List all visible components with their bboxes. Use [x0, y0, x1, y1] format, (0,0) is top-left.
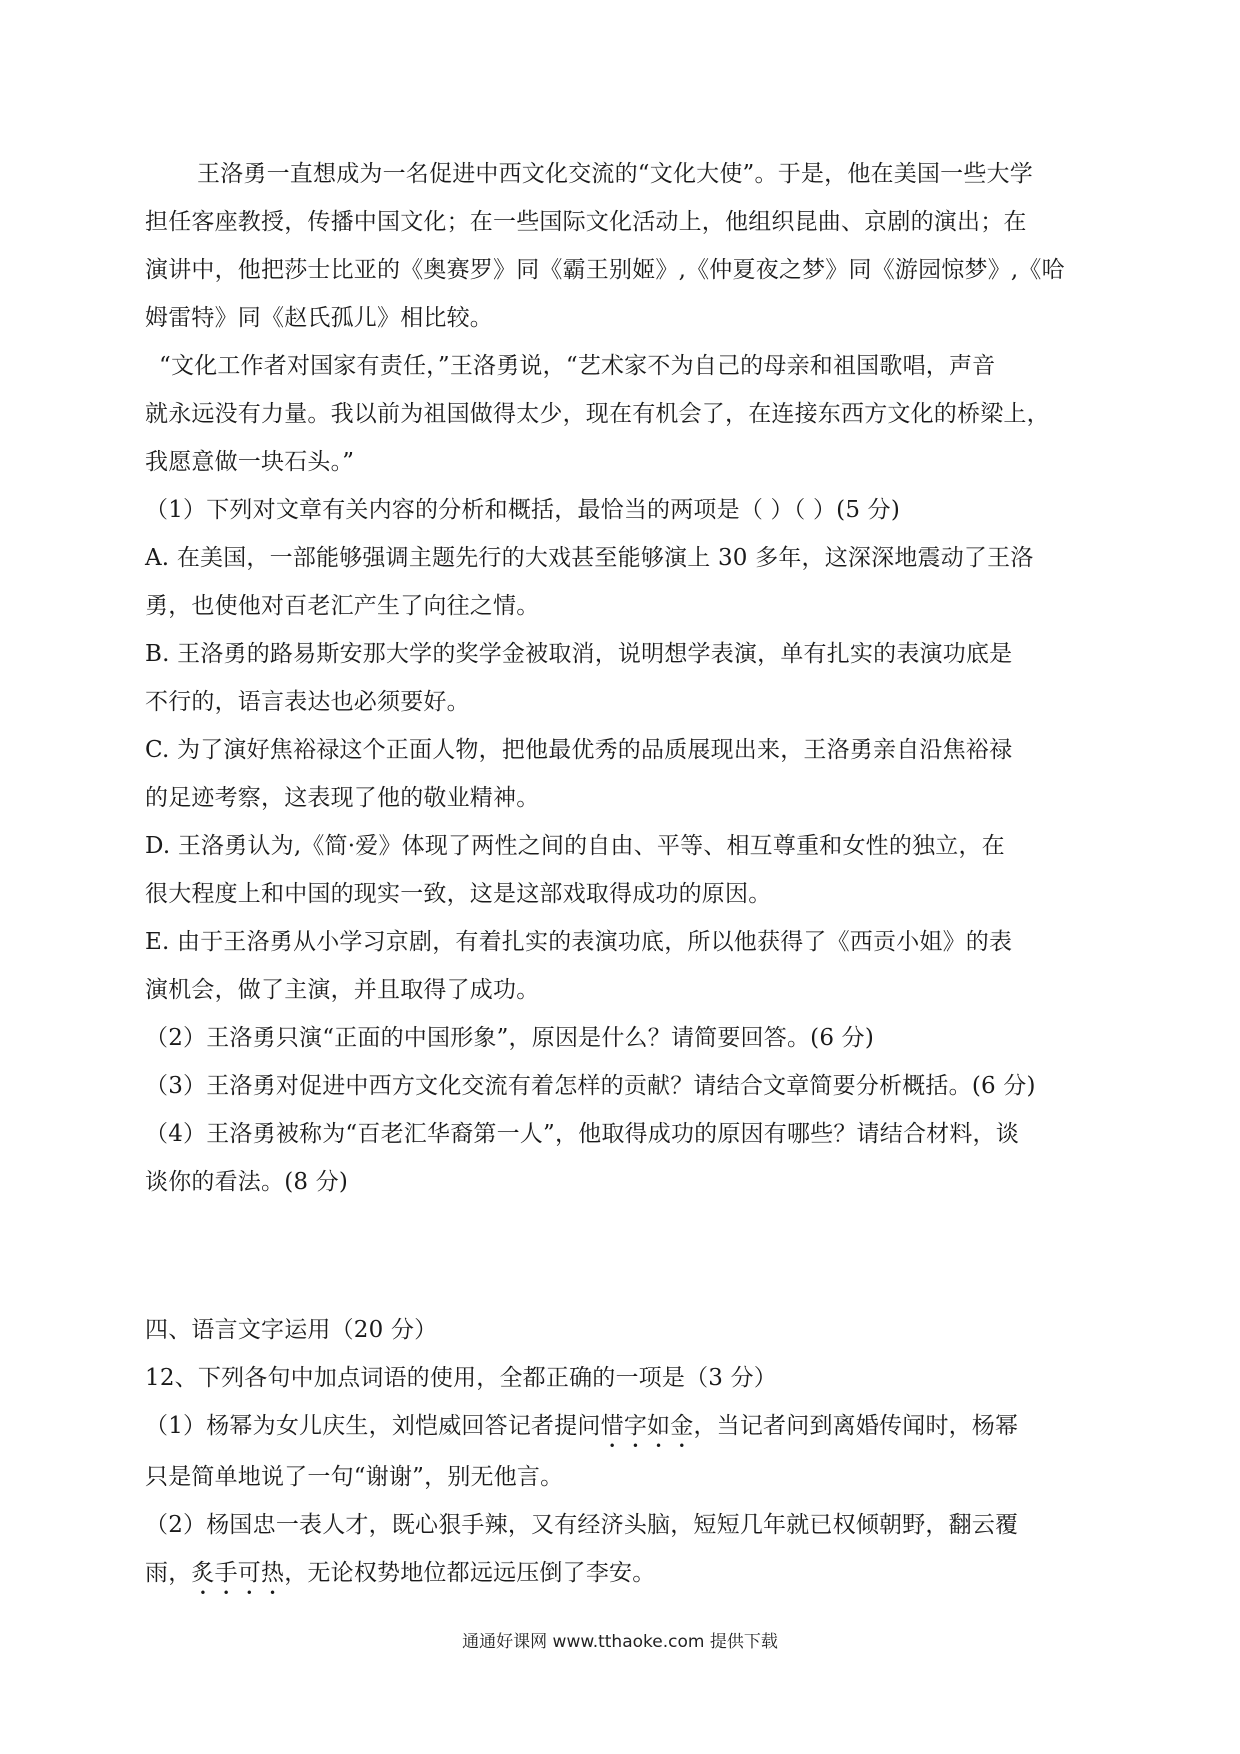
question-12 [145, 1354, 1095, 1600]
text-line: 姆雷特》同《赵氏孤儿》相比较。 [145, 305, 493, 331]
question-1 [145, 486, 1095, 1014]
text-line: A. 在美国，一部能够强调主题先行的大戏甚至能够演上 30 多年，这深深地震动了王洛 [145, 545, 1034, 571]
footer-text: 通通好课网 www.tthaoke.com 提供下载 [462, 1632, 778, 1652]
question-stem: （1）下列对文章有关内容的分析和概括，最恰当的两项是（ ）（ ）(5 分) [145, 497, 901, 523]
sentence-1 [145, 1402, 1095, 1501]
option-a [145, 534, 1095, 630]
text-line [145, 1549, 1095, 1600]
passage-paragraph-1 [145, 150, 1095, 342]
text-line: （4）王洛勇被称为“百老汇华裔第一人”，他取得成功的原因有哪些？请结合材料，谈 [145, 1121, 1019, 1147]
spacer [145, 1206, 1095, 1306]
text-line: B. 王洛勇的路易斯安那大学的奖学金被取消，说明想学表演，单有扎实的表演功底是 [145, 641, 1013, 667]
exam-page [145, 150, 1095, 1600]
text-line: 演机会，做了主演，并且取得了成功。 [145, 977, 540, 1003]
text-line [145, 1402, 1095, 1453]
text-segment: （1）杨幂为女儿庆生，刘恺威回答记者提问 [145, 1413, 601, 1439]
text-line: 王洛勇一直想成为一名促进中西文化交流的“文化大使”。于是，他在美国一些大学 [197, 161, 1033, 187]
question-stem: 12、下列各句中加点词语的使用，全都正确的一项是（3 分） [145, 1365, 778, 1391]
text-line: “文化工作者对国家有责任，”王洛勇说，“艺术家不为自己的母亲和祖国歌唱，声音 [159, 353, 996, 379]
text-line: 演讲中，他把莎士比亚的《奥赛罗》同《霸王别姬》,《仲夏夜之梦》同《游园惊梦》,《哈 [145, 257, 1065, 283]
text-line: 只是简单地说了一句“谢谢”，别无他言。 [145, 1464, 564, 1490]
section-heading: 四、语言文字运用（20 分） [145, 1317, 438, 1343]
text-segment: ，当记者问到离婚传闻时，杨幂 [693, 1413, 1019, 1439]
sentence-2 [145, 1501, 1095, 1600]
option-d [145, 822, 1095, 918]
option-b [145, 630, 1095, 726]
dotted-phrase: 惜字如金 [600, 1413, 694, 1439]
text-line: 不行的，语言表达也必须要好。 [145, 689, 470, 715]
question-4 [145, 1110, 1095, 1206]
option-c [145, 726, 1095, 822]
text-line: 勇，也使他对百老汇产生了向往之情。 [145, 593, 540, 619]
text-line: C. 为了演好焦裕禄这个正面人物，把他最优秀的品质展现出来，王洛勇亲自沿焦裕禄 [145, 737, 1013, 763]
dotted-phrase: 炙手可热 [191, 1560, 285, 1586]
text-line: 很大程度上和中国的现实一致，这是这部戏取得成功的原因。 [145, 881, 772, 907]
text-line: 就永远没有力量。我以前为祖国做得太少，现在有机会了，在连接东西方文化的桥梁上， [145, 401, 1050, 427]
text-segment: ，无论权势地位都远远压倒了李安。 [284, 1560, 656, 1586]
text-line: 我愿意做一块石头。” [145, 449, 355, 475]
text-line: 担任客座教授，传播中国文化；在一些国际文化活动上，他组织昆曲、京剧的演出；在 [145, 209, 1027, 235]
text-line: 的足迹考察，这表现了他的敬业精神。 [145, 785, 540, 811]
text-line: 谈你的看法。(8 分) [145, 1169, 349, 1195]
question-3: （3）王洛勇对促进中西方文化交流有着怎样的贡献？请结合文章简要分析概括。(6 分) [145, 1073, 1036, 1099]
text-segment: 雨， [145, 1560, 192, 1586]
option-e [145, 918, 1095, 1014]
text-line: E. 由于王洛勇从小学习京剧，有着扎实的表演功底，所以他获得了《西贡小姐》的表 [145, 929, 1013, 955]
text-line: D. 王洛勇认为,《简·爱》体现了两性之间的自由、平等、相互尊重和女性的独立，在 [145, 833, 1005, 859]
passage-paragraph-2 [145, 342, 1095, 486]
text-line: （2）杨国忠一表人才，既心狠手辣，又有经济头脑，短短几年就已权倾朝野，翻云覆 [145, 1512, 1019, 1538]
question-2: （2）王洛勇只演“正面的中国形象”，原因是什么？请简要回答。(6 分) [145, 1025, 875, 1051]
